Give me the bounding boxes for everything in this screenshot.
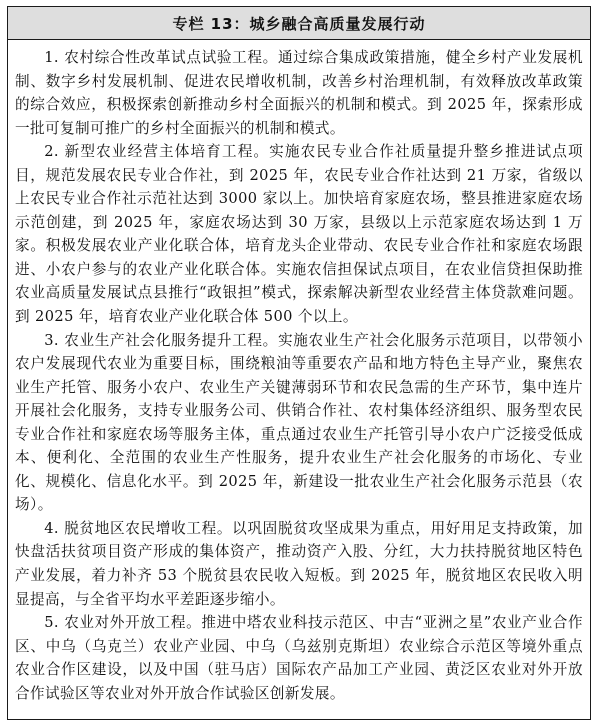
column-title: 专栏 13：城乡融合高质量发展行动	[8, 7, 590, 40]
paragraph-opening-up: 5. 农业对外开放工程。推进中塔农业科技示范区、中吉“亚洲之星”农业产业合作区、中乌（乌克兰）农业产业园、中乌（乌兹别克斯坦）农业综合示范区等境外重点农业合作区建设，以及中国（驻马店）国际农产品加工产业园、黄泛区农业对外开放合作试验区等农业对外开放合作试验区创新发展。	[15, 614, 583, 702]
paragraph-rural-reform: 1. 农村综合性改革试点试验工程。通过综合集成政策措施，健全乡村产业发展机制、数字乡村发展机制、促进农民增收机制，改善乡村治理机制，有效释放改革政策的综合效应，积极探索创新推动乡村全面振兴的机制和模式。到 2025 年，探索形成一批可复制可推广的乡村全面振兴的机制和模式。	[15, 49, 583, 137]
paragraph-poverty-area-income: 4. 脱贫地区农民增收工程。以巩固脱贫攻坚成果为重点，用好用足支持政策，加快盘活扶贫项目资产形成的集体资产，推动资产入股、分红，大力扶持脱贫地区特色产业发展，着力补齐 53 个脱贫县农民收入短板。到 2025 年，脱贫地区农民收入明显提高，与全省平均水平差距逐步缩小。	[15, 519, 583, 608]
paragraph-socialized-services: 3. 农业生产社会化服务提升工程。实施农业生产社会化服务示范项目，以带领小农户发展现代农业为重要目标，围绕粮油等重要农产品和地方特色主导产业，聚焦农业生产托管、服务小农户、农业生产关键薄弱环节和农民急需的生产环节，集中连片开展社会化服务，支持专业服务公司、供销合作社、农村集体经济组织、服务型农民专业合作社和家庭农场等服务主体，重点通过农业生产托管引导小农户广泛接受低成本、便利化、全范围的农业生产性服务，提升农业生产社会化服务的市场化、专业化、规模化、信息化水平。到 2025 年，新建设一批农业生产社会化服务示范县（农场）。	[15, 331, 583, 514]
paragraph-new-business-entities: 2. 新型农业经营主体培育工程。实施农民专业合作社质量提升整乡推进试点项目，规范发展农民专业合作社，到 2025 年，农民专业合作社达到 21 万家，省级以上农民专业合作社示范社达到 3000 家以上。加快培育家庭农场，整县推进家庭农场示范创建，到 2025 年，家庭农场达到 30 万家，县级以上示范家庭农场达到 1 万家。积极发展农业产业化联合体，培育龙头企业带动、农民专业合作社和家庭农场跟进、小农户参与的农业产业化联合体。实施农信担保试点项目，在农业信贷担保助推农业高质量发展试点县推行“政银担”模式，探索解决新型农业经营主体贷款难问题。到 2025 年，培育农业产业化联合体 500 个以上。	[15, 143, 583, 326]
column-body	[8, 40, 590, 705]
column-box	[7, 6, 591, 720]
